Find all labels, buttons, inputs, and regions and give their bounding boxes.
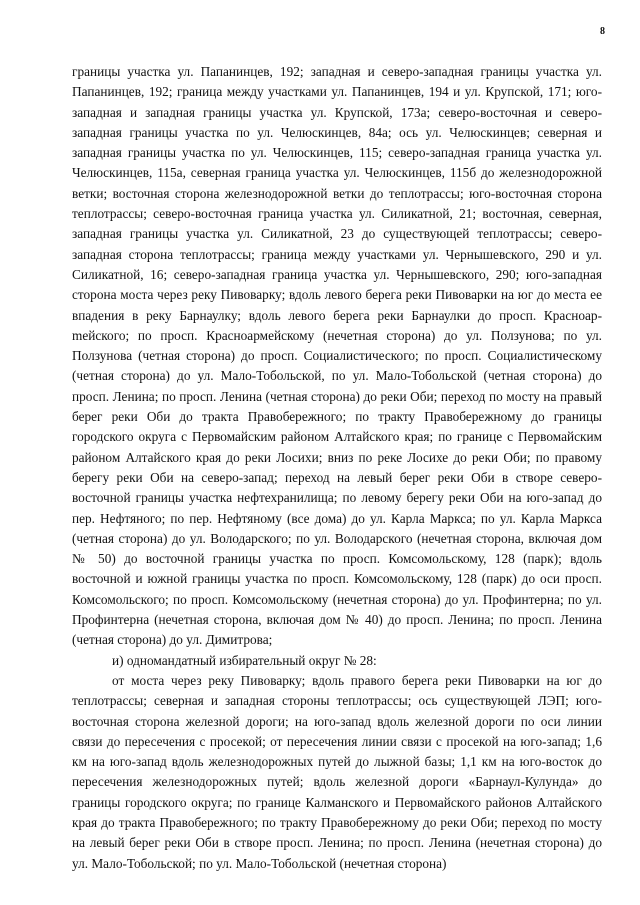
paragraph-district-28-boundaries: от моста через реку Пивоварку; вдоль правого берега реки Пивоварки на юг до теплотрассы; северная и западная стороны теплотрассы; ось существующей ЛЭП; юго-восточная сторона железной дороги; на юго-запад вдоль железной дороги по оси линии связи до пересечения с просекой; от пересечения линии связи с просекой на юго-запад; 1,6 км на юго-запад вдоль железнодорожных путей до лыжной базы; 1,1 км на юго-восток до пересечения железнодорожных путей; вдоль железной дороги «Барнаул-Кулунда» до границы городского округа; по границе Калманского и Первомайского районов Алтайского края до тракта Правобережного; по тракту Правобережному до реки Оби; переход по мосту на левый берег реки Оби в створе просп. Ленина; по просп. Ленина (нечетная сторона) до ул. Мало-Тобольской; по ул. Мало-Тобольской (нечетная сторона) (72, 672, 602, 871)
page-number: 8 (600, 26, 605, 37)
district-28-heading: и) одномандатный избирательный округ № 28: (112, 652, 377, 668)
document-body (72, 62, 602, 874)
paragraph-district-boundaries-continued: границы участка ул. Папанинцев, 192; западная и северо-западная границы участка ул. Папанинцев, 192; граница между участками ул. Папанинцев, 194 и ул. Крупской, 171; юго-западная и западная границы участка ул. Крупской, 173а; северо-восточная и северо-западная границы участка по ул. Челюскинцев, 84а; ось ул. Челюскинцев; северная и западная границы участка по ул. Челюскинцев, 115; северо-западная граница участка ул. Челюскинцев, 115а, северная граница участка ул. Челюскинцев, 115б до железнодорожной ветки; восточная сторона железнодорожной ветки до теплотрассы; юго-восточная сторона теплотрассы; северо-восточная граница участка ул. Силикатной, 21; восточная, северная, западная границы участка ул. Силикатной, 23 до существующей теплотрассы; северо-западная сторона теплотрассы; граница между участками ул. Чернышевского, 290 и ул. Силикатной, 16; северо-западная граница участка ул. Чернышевского, 290; юго-западная сторона моста через реку Пивоварку; вдоль левого берега реки Пивоварки на юг до места ее впадения в реку Барнаулку; вдоль левого берега реки Барнаулки до просп. Красноарmейского; по просп. Красноармейскому (нечетная сторона) до ул. Ползунова; по ул. Ползунова (четная сторона) до просп. Социалистического; по просп. Социалистическому (четная сторона) до ул. Мало-Тобольской, по ул. Мало-Тобольской (четная сторона) до просп. Ленина; по просп. Ленина (четная сторона) до реки Оби; переход по мосту на правый берег реки Оби до тракта Правобережного; по тракту Правобережному до границы городского округа с Первомайским районом Алтайского края; по границе с Первомайским районом Алтайского края до реки Лосихи; вниз по реке Лосихе до реки Оби; по правому берегу реки Оби на северо-запад; переход на левый берег реки Оби в створе северо-восточной границы участка нефтехранилища; по левому берегу реки Оби на юго-запад до пер. Нефтяного; по пер. Нефтяному (все дома) до ул. Карла Маркса; по ул. Карла Маркса (четная сторона) до ул. Володарского; по ул. Володарского (нечетная сторона, включая дом № 50) до восточной границы участка по просп. Комсомольскому, 128 (парк); вдоль восточной и южной границы участка по просп. Комсомольскому, 128 (парк) до оси просп. Комсомольского; по просп. Комсомольскому (нечетная сторона) до ул. Профинтерна; по ул. Профинтерна (нечетная сторона, включая дом № 40) до просп. Ленина; по просп. Ленина (четная сторона) до ул. Димитрова; (72, 64, 602, 648)
